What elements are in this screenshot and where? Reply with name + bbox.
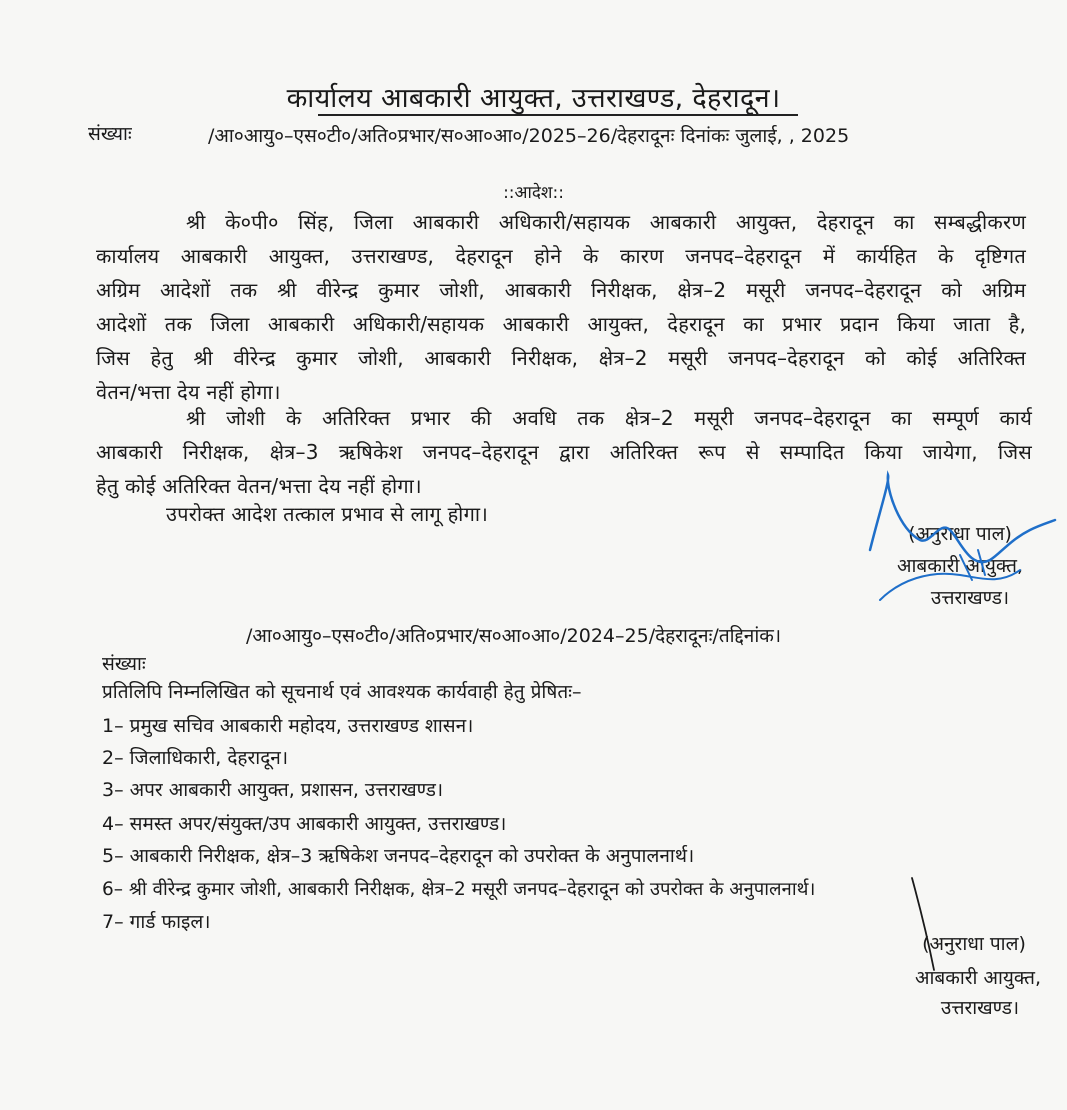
copy-intro: प्रतिलिपि निम्नलिखित को सूचनार्थ एवं आवश्यक कार्यवाही हेतु प्रेषितः–: [102, 681, 582, 703]
para2-line3: हेतु कोई अतिरिक्त वेतन/भत्ता देय नहीं होगा।: [96, 474, 422, 498]
copy-item-1: 1– प्रमुख सचिव आबकारी महोदय, उत्तराखण्ड शासन।: [102, 715, 474, 737]
title-underline: [318, 114, 798, 116]
ref-number: /आ०आयु०–एस०टी०/अति०प्रभार/स०आ०आ०/2025–26/देहरादूनः दिनांकः जुलाई, , 2025: [208, 125, 850, 147]
para2-line1: श्री जोशी के अतिरिक्त प्रभार की अवधि तक क्षेत्र–2 मसूरी जनपद–देहरादून का सम्पूर्ण कार्य: [186, 406, 1032, 430]
copy-ref-prefix: संख्याः: [102, 653, 146, 675]
signatory-designation-2: आबकारी आयुक्त,: [914, 967, 1041, 989]
copy-item-6: 6– श्री वीरेन्द्र कुमार जोशी, आबकारी निरीक्षक, क्षेत्र–2 मसूरी जनपद–देहरादून को उपरोक्त के अनुपालनार्थ।: [102, 879, 816, 900]
para2-line2: आबकारी निरीक्षक, क्षेत्र–3 ऋषिकेश जनपद–देहरादून द्वारा अतिरिक्त रूप से सम्पादित किया जायेगा, जिस: [96, 440, 1032, 464]
ref-prefix: संख्याः: [88, 123, 132, 145]
para1-line6: वेतन/भत्ता देय नहीं होगा।: [96, 380, 281, 404]
signatory-designation-1: आबकारी आयुक्त,: [896, 555, 1023, 577]
copy-item-3: 3– अपर आबकारी आयुक्त, प्रशासन, उत्तराखण्ड।: [102, 779, 444, 801]
signatory-state-1: उत्तराखण्ड।: [930, 587, 1010, 609]
para1-line2: कार्यालय आबकारी आयुक्त, उत्तराखण्ड, देहरादून होने के कारण जनपद–देहरादून में कार्यहित के दृष्टिगत: [96, 244, 1026, 268]
signatory-name-1: (अनुराधा पाल): [908, 523, 1012, 545]
signatory-name-2: (अनुराधा पाल): [922, 933, 1026, 955]
signatory-state-2: उत्तराखण्ड।: [940, 997, 1020, 1019]
para1-line1: श्री के०पी० सिंह, जिला आबकारी अधिकारी/सहायक आबकारी आयुक्त, देहरादून का सम्बद्धीकरण: [186, 210, 1026, 234]
copy-item-2: 2– जिलाधिकारी, देहरादून।: [102, 747, 289, 769]
para3-line: उपरोक्त आदेश तत्काल प्रभाव से लागू होगा।: [166, 502, 488, 526]
copy-item-4: 4– समस्त अपर/संयुक्त/उप आबकारी आयुक्त, उत्तराखण्ड।: [102, 813, 507, 835]
order-heading: ::आदेश::: [503, 183, 564, 203]
para1-line5: जिस हेतु श्री वीरेन्द्र कुमार जोशी, आबकारी निरीक्षक, क्षेत्र–2 मसूरी जनपद–देहरादून को कोई अतिरिक्त: [96, 346, 1026, 370]
signature-2-icon: [900, 870, 960, 990]
copy-ref-number: /आ०आयु०–एस०टी०/अति०प्रभार/स०आ०आ०/2024–25/देहरादूनः/तद्दिनांक।: [246, 625, 782, 647]
para1-line4: आदेशों तक जिला आबकारी अधिकारी/सहायक आबकारी आयुक्त, देहरादून का प्रभार प्रदान किया जाता है,: [96, 312, 1026, 336]
signature-1-icon: [860, 470, 1060, 610]
copy-item-5: 5– आबकारी निरीक्षक, क्षेत्र–3 ऋषिकेश जनपद–देहरादून को उपरोक्त के अनुपालनार्थ।: [102, 845, 695, 867]
office-title: कार्यालय आबकारी आयुक्त, उत्तराखण्ड, देहरादून।: [286, 83, 781, 114]
para1-line3: अग्रिम आदेशों तक श्री वीरेन्द्र कुमार जोशी, आबकारी निरीक्षक, क्षेत्र–2 मसूरी जनपद–देहरादून को अग्रिम: [96, 278, 1026, 302]
copy-item-7: 7– गार्ड फाइल।: [102, 911, 211, 933]
